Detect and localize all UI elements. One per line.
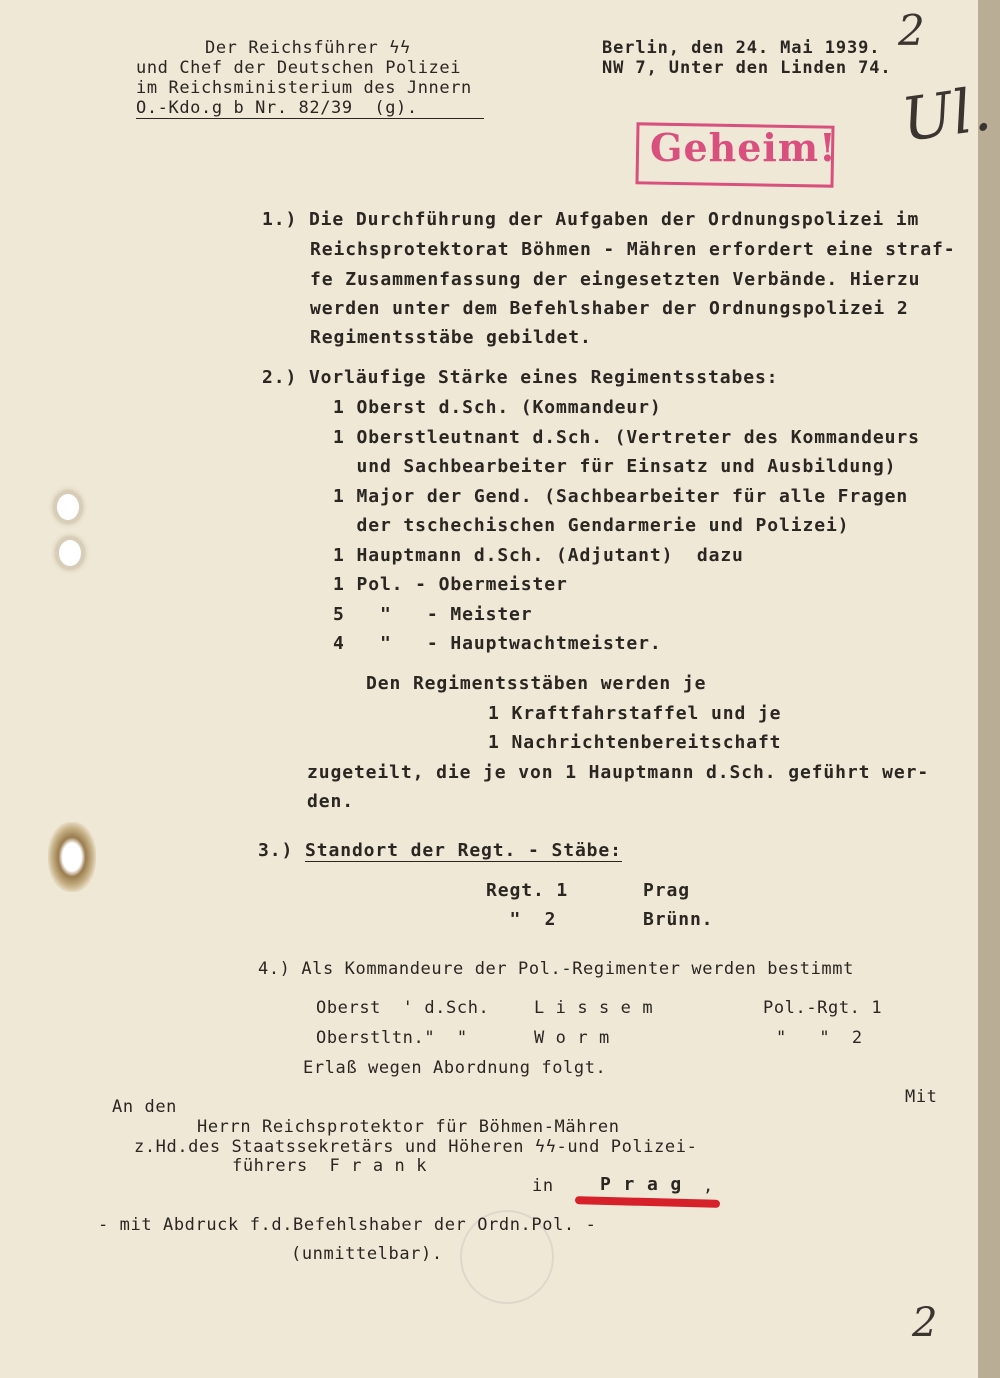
- copy-line: - mit Abdruck f.d.Befehlshaber der Ordn.Pol. -: [98, 1215, 597, 1235]
- address-line: NW 7, Unter den Linden 74.: [602, 58, 892, 78]
- p4-unit: Pol.-Rgt. 1: [763, 998, 883, 1018]
- page-edge: [978, 0, 1000, 1378]
- p2-item: 4 " - Hauptwachtmeister.: [333, 633, 662, 654]
- p4-note: Erlaß wegen Abordnung folgt.: [303, 1058, 607, 1078]
- p2-item: und Sachbearbeiter für Einsatz und Ausbildung): [333, 456, 897, 477]
- p2-item: 1 Hauptmann d.Sch. (Adjutant) dazu: [333, 545, 744, 566]
- p2-item: 5 " - Meister: [333, 604, 533, 625]
- address-line: Herrn Reichsprotektor für Böhmen-Mähren: [197, 1117, 620, 1137]
- p3-title: Standort der Regt. - Stäbe:: [305, 840, 622, 861]
- p1-line: fe Zusammenfassung der eingesetzten Verbände. Hierzu: [310, 269, 921, 290]
- p2-after-line: 1 Kraftfahrstaffel und je: [488, 703, 782, 724]
- address-city-comma: ,: [703, 1176, 714, 1196]
- p3-number: 3.): [258, 840, 294, 861]
- punch-hole: [57, 494, 79, 520]
- p1-line: Reichsprotektorat Böhmen - Mähren erfordert eine straf-: [310, 239, 956, 260]
- p1-line: Regimentsstäbe gebildet.: [310, 327, 592, 348]
- p3-place: Prag: [643, 880, 690, 901]
- p3-place: Brünn.: [643, 909, 714, 930]
- continuation-mark: Mit: [905, 1087, 938, 1107]
- p4-unit: " " 2: [776, 1028, 863, 1048]
- address-an-den: An den: [112, 1097, 178, 1117]
- p2-item: 1 Oberst d.Sch. (Kommandeur): [333, 397, 662, 418]
- p4-name: W o r m: [534, 1028, 610, 1048]
- p3-regiment: Regt. 1: [486, 880, 569, 901]
- header-left-line: und Chef der Deutschen Polizei: [136, 58, 462, 78]
- punch-hole: [59, 540, 81, 566]
- p4-rank: Oberstltn." ": [316, 1028, 468, 1048]
- handwritten-page-number: 2: [898, 6, 925, 55]
- p3-regiment: " 2: [486, 909, 557, 930]
- p2-item: 1 Major der Gend. (Sachbearbeiter für alle Fragen: [333, 486, 909, 507]
- address-city: P r a g: [600, 1174, 683, 1195]
- p2-item: der tschechischen Gendarmerie und Polizei): [333, 515, 850, 536]
- p2-title: 2.) Vorläufige Stärke eines Regimentsstabes:: [262, 367, 779, 388]
- burn-mark: [48, 822, 96, 892]
- reference-number: O.-Kdo.g b Nr. 82/39 (g).: [136, 98, 484, 119]
- p1-line: 1.) Die Durchführung der Aufgaben der Ordnungspolizei im: [262, 209, 920, 230]
- address-line: führers F r a n k: [232, 1156, 428, 1176]
- p2-after-line: den.: [307, 791, 354, 812]
- p2-after-line: 1 Nachrichtenbereitschaft: [488, 732, 782, 753]
- p4-name: L i s s e m: [534, 998, 654, 1018]
- p4-rank: Oberst ' d.Sch.: [316, 998, 490, 1018]
- address-in: in: [532, 1176, 554, 1196]
- p2-item: 1 Pol. - Obermeister: [333, 574, 568, 595]
- p4-title: 4.) Als Kommandeure der Pol.-Regimenter werden bestimmt: [258, 959, 854, 979]
- secret-stamp: Geheim!: [650, 125, 837, 170]
- p2-after-line: zugeteilt, die je von 1 Hauptmann d.Sch. geführt wer-: [307, 762, 930, 783]
- p2-after-line: Den Regimentsstäben werden je: [366, 673, 707, 694]
- header-left-line: Der Reichsführer ϟϟ: [205, 38, 411, 58]
- p1-line: werden unter dem Befehlshaber der Ordnungspolizei 2: [310, 298, 909, 319]
- handwritten-page-number-bottom: 2: [912, 1300, 938, 1346]
- copy-line: (unmittelbar).: [291, 1244, 443, 1264]
- address-line: z.Hd.des Staatssekretärs und Höheren ϟϟ-und Polizei-: [134, 1137, 698, 1157]
- p2-item: 1 Oberstleutnant d.Sch. (Vertreter des Kommandeurs: [333, 427, 920, 448]
- date-line: Berlin, den 24. Mai 1939.: [602, 38, 881, 58]
- header-left-line: im Reichsministerium des Jnnern: [136, 78, 472, 98]
- handwritten-initials: Ul.: [897, 74, 996, 156]
